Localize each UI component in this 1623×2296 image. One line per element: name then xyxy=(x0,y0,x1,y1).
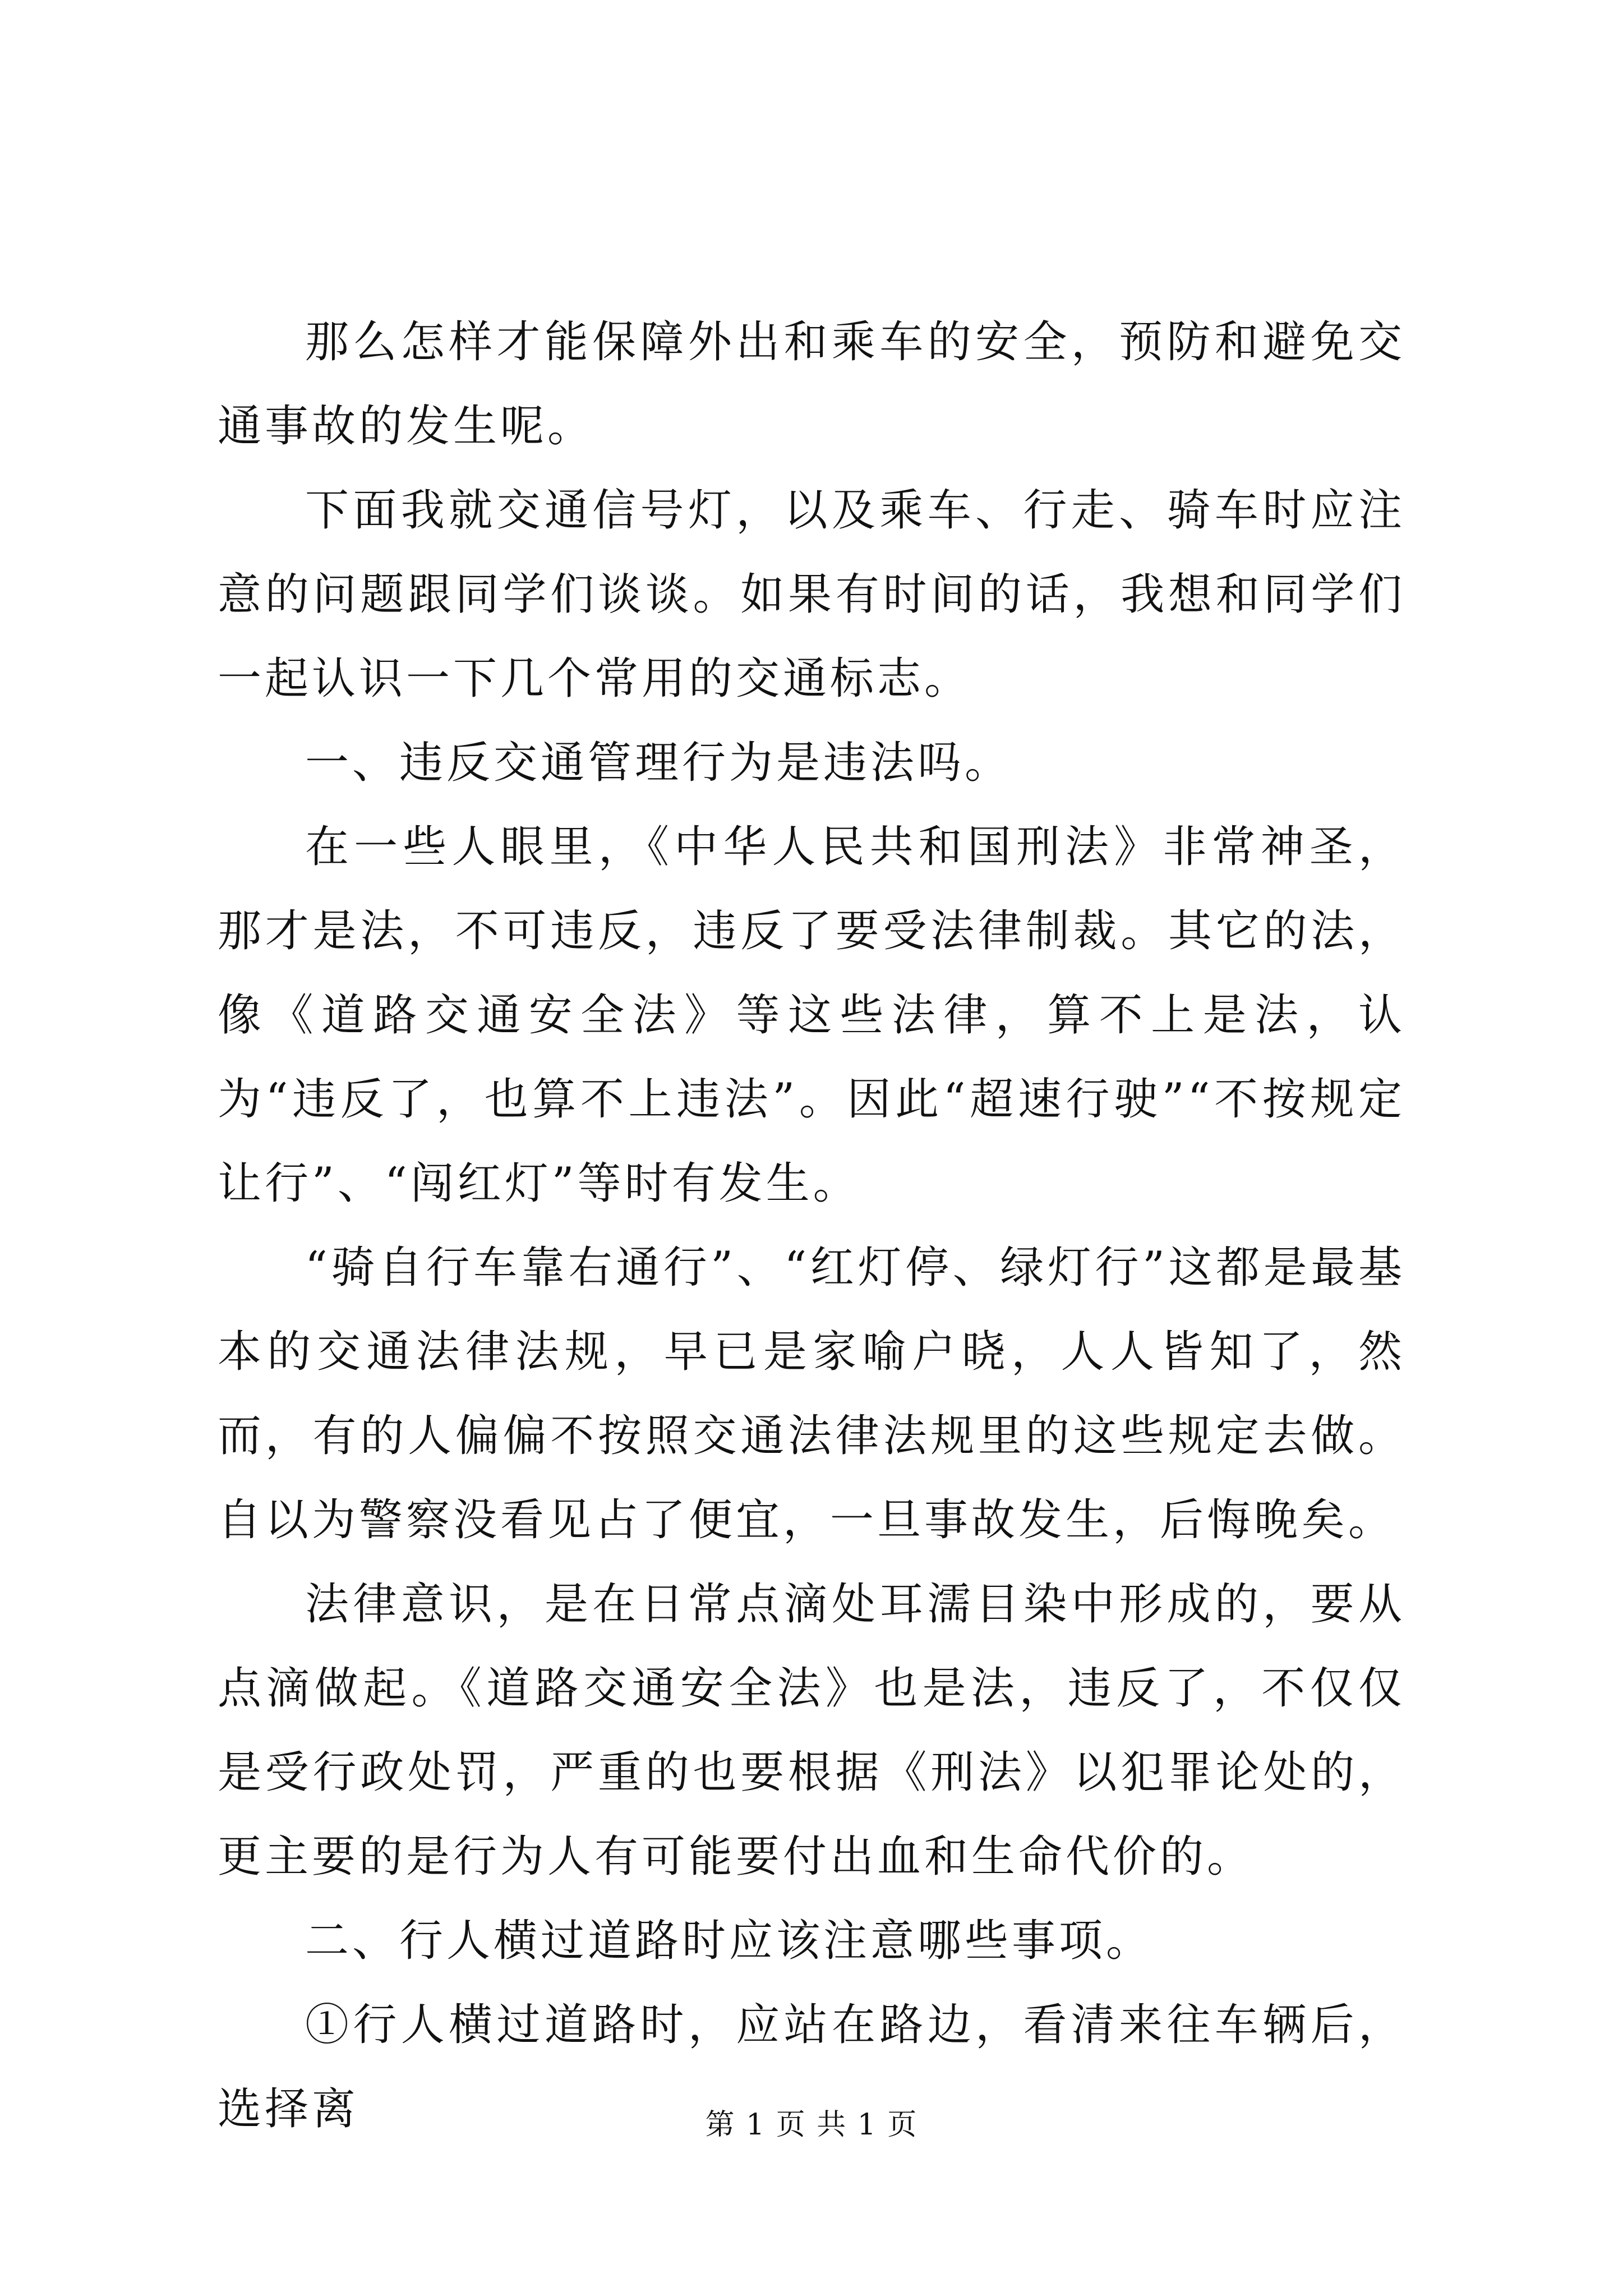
section-heading: 一、违反交通管理行为是违法吗。 xyxy=(305,738,1012,788)
paragraph: ①行人横过道路时，应站在路边，看清来往车辆后，选择离 xyxy=(218,2000,1405,2134)
document-body xyxy=(218,300,1405,2151)
section-heading: 二、行人横过道路时应该注意哪些事项。 xyxy=(305,1916,1154,1966)
paragraph: “骑自行车靠右通行”、“红灯停、绿灯行”这都是最基本的交通法律法规，早已是家喻户晓，人人皆知了，然而，有的人偏偏不按照交通法律法规里的这些规定去做。自以为警察没看见占了便宜，一旦事故发生，后悔晚矣。 xyxy=(218,1243,1405,1545)
page-footer: 第 1 页 共 1 页 xyxy=(705,2108,918,2142)
paragraph: 下面我就交通信号灯，以及乘车、行走、骑车时应注意的问题跟同学们谈谈。如果有时间的话，我想和同学们一起认识一下几个常用的交通标志。 xyxy=(218,485,1405,704)
paragraph: 在一些人眼里，《中华人民共和国刑法》非常神圣，那才是法，不可违反，违反了要受法律制裁。其它的法，像《道路交通安全法》等这些法律，算不上是法，认为“违反了，也算不上违法”。因此“超速行驶”“不按规定让行”、“闯红灯”等时有发生。 xyxy=(218,822,1405,1209)
paragraph: 法律意识，是在日常点滴处耳濡目染中形成的，要从点滴做起。《道路交通安全法》也是法，违反了，不仅仅是受行政处罚，严重的也要根据《刑法》以犯罪论处的，更主要的是行为人有可能要付出血和生命代价的。 xyxy=(218,1579,1405,1882)
paragraph: 那么怎样才能保障外出和乘车的安全，预防和避免交通事故的发生呢。 xyxy=(218,317,1405,452)
